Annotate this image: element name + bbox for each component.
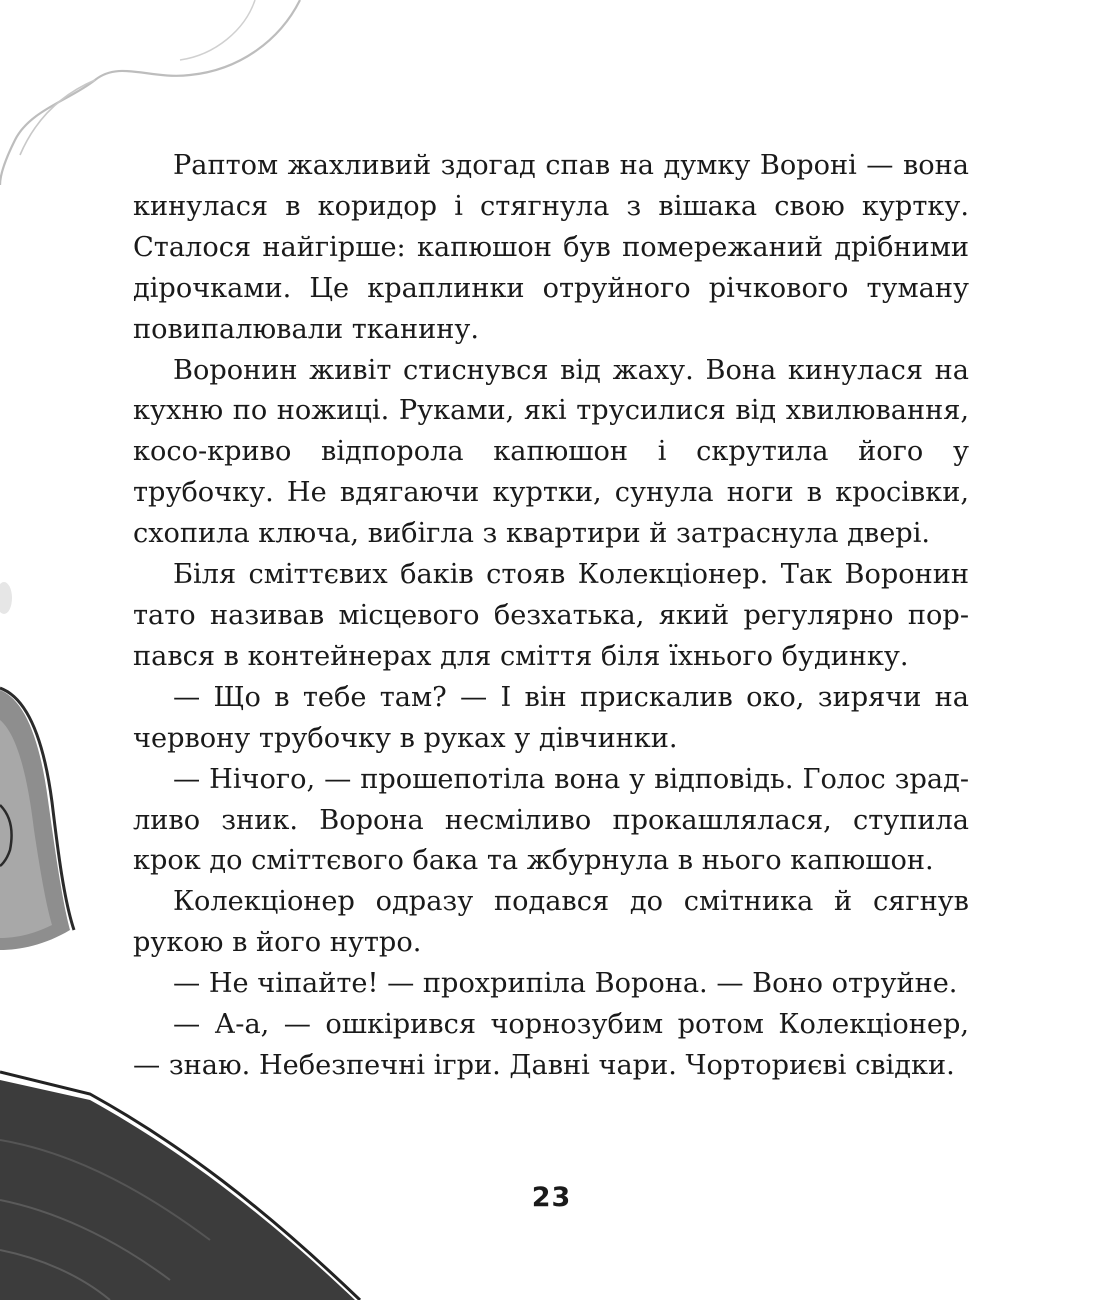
paragraph: Колекціонер одразу подався до смітника й сягнув рукою в його нутро. xyxy=(133,886,969,959)
cloud-outline-inner xyxy=(180,0,255,60)
paragraph: — Що в тебе там? — І він прискалив око, зирячи на червону трубочку в руках у дівчинки. xyxy=(133,681,969,754)
paragraph: — А-а, — ошкірився чорнозубим ротом Колекціонер, — знаю. Небезпечні ігри. Давні чари. Чорториєві свідки. xyxy=(133,1009,969,1081)
cloud-outline-lower xyxy=(20,80,95,155)
page-number: 23 xyxy=(531,1182,572,1213)
paragraph: Воронин живіт стиснувся від жаху. Вона кинулася на кухню по ножиці. Руками, які трусилися від хвилювання, косо-криво відпорола капюшон і скрутила його у трубочку. Не вдягаючи куртки, сунула ноги в кросівки, схопила ключа, вибігла з квартири й затраснула двері. xyxy=(133,354,969,550)
smudge-left xyxy=(0,582,12,614)
paragraph: Біля сміттєвих баків стояв Колекціонер. Так Воронин тато називав місцевого безхатька, який регулярно порпався в контейнерах для сміття біля їхнього будинку. xyxy=(133,559,969,672)
paragraph: — Нічого, — прошепотіла вона у відповідь. Голос зрадливо зник. Ворона несміливо прокашлялася, ступила крок до сміттєвого бака та жбурнула в нього капюшон. xyxy=(133,763,969,877)
paragraph: — Не чіпайте! — прохрипіла Ворона. — Воно отруйне. xyxy=(173,968,958,1000)
paragraph: Раптом жахливий здогад спав на думку Вороні — вона кинулася в коридор і стягнула з вішака свою куртку. Сталося найгірше: капюшон був помережаний дрібними дірочками. Це краплинки отруйного річкового туману повипалювали тканину. xyxy=(133,150,969,345)
body-text xyxy=(133,146,969,1087)
